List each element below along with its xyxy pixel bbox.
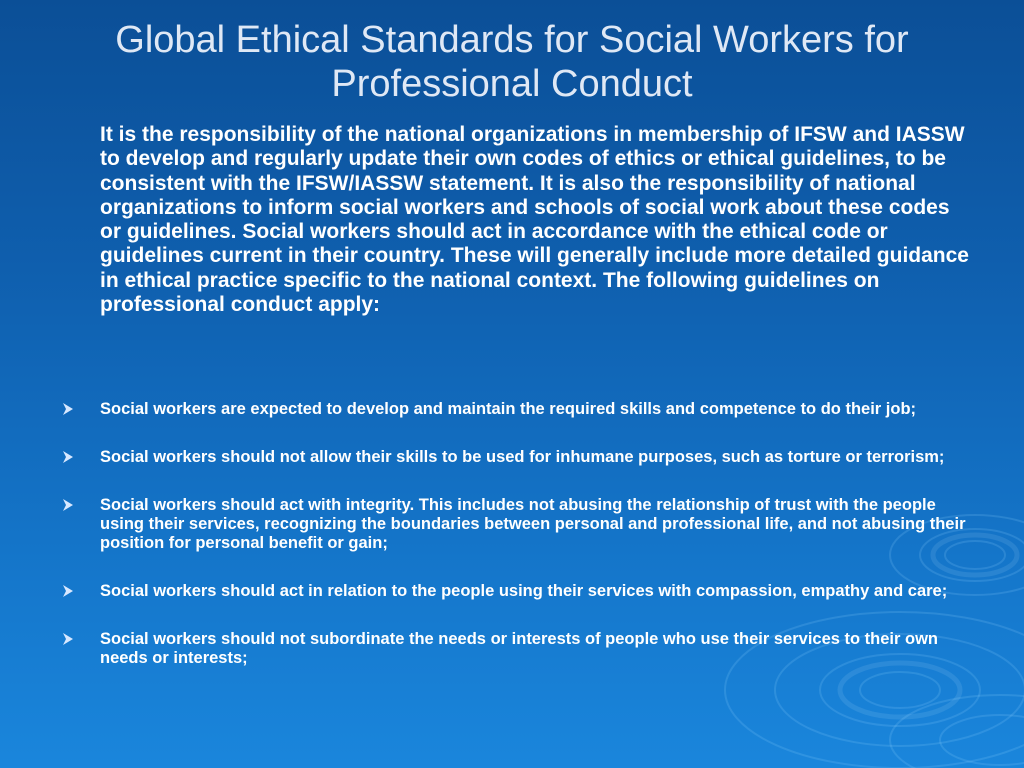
slide-title: Global Ethical Standards for Social Workers for Professional Conduct — [115, 19, 909, 105]
guideline-text: Social workers are expected to develop and maintain the required skills and competence to do their job; — [100, 400, 917, 418]
intro-paragraph: It is the responsibility of the national organizations in membership of IFSW and IASSW to develop and regularly update their own codes of ethics or ethical guidelines, to be consistent with the IFSW/IASSW statement. It is also the responsibility of national organizations to inform social workers and schools of social work about these codes or guidelines. Social workers should act in accordance with the ethical code or guidelines current in their country. These will generally include more detailed guidance in ethical practice specific to the national context. The following guidelines on professional conduct apply: — [100, 123, 969, 317]
guideline-item — [58, 448, 972, 467]
guideline-item — [58, 496, 972, 553]
guideline-text: Social workers should act with integrity. This includes not abusing the relationship of trust with the people using their services, recognizing the boundaries between personal and professional life, and not abusing their position for personal benefit or gain; — [100, 496, 966, 552]
arrowhead-bullet-icon — [62, 632, 74, 646]
guideline-text: Social workers should not allow their skills to be used for inhumane purposes, such as torture or terrorism; — [100, 448, 945, 466]
arrowhead-bullet-icon — [62, 498, 74, 512]
guideline-item — [58, 630, 972, 668]
arrowhead-bullet-icon — [62, 402, 74, 416]
arrowhead-bullet-icon — [62, 584, 74, 598]
guideline-text: Social workers should not subordinate the needs or interests of people who use their services to their own needs or interests; — [100, 630, 939, 667]
guideline-item — [58, 582, 972, 601]
guideline-text: Social workers should act in relation to the people using their services with compassion, empathy and care; — [100, 582, 948, 600]
guidelines-list — [58, 400, 972, 697]
arrowhead-bullet-icon — [62, 450, 74, 464]
guideline-item — [58, 400, 972, 419]
